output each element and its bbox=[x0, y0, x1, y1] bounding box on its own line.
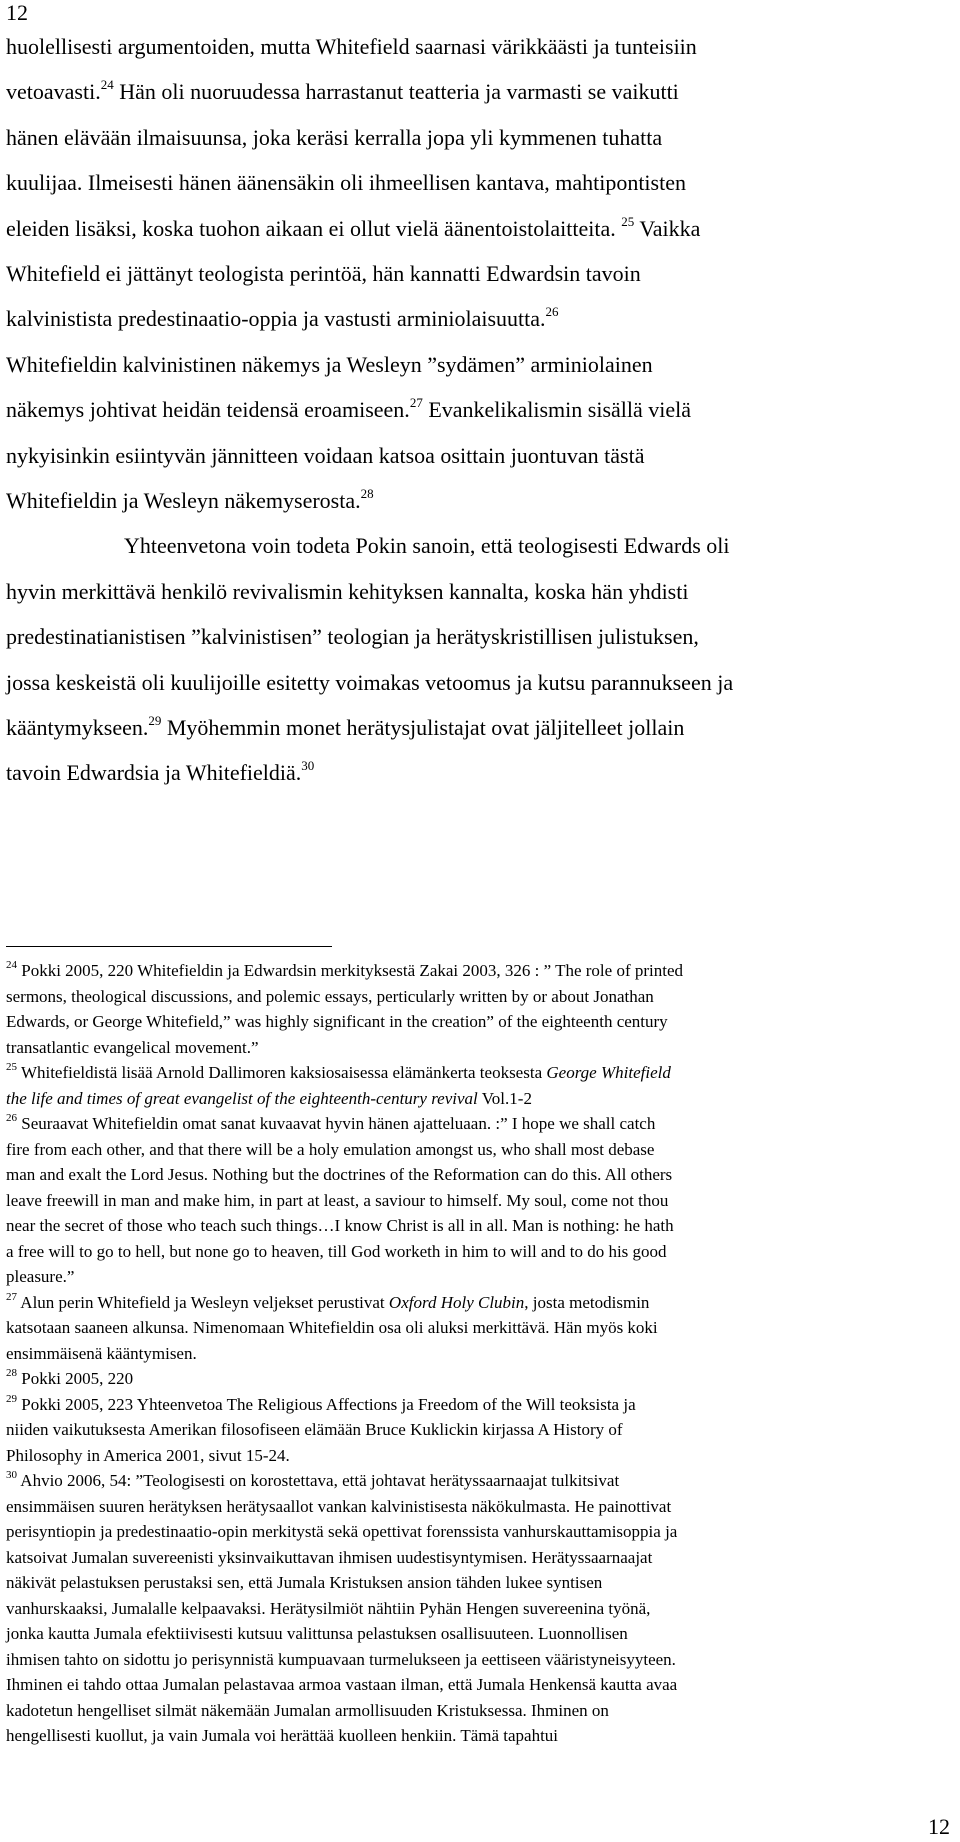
text-run: kuulijaa. Ilmeisesti hänen äänensäkin oli ihmeellisen kantava, mahtipontisten bbox=[6, 170, 686, 196]
text-run: katsotaan saaneen alkunsa. Nimenomaan Whitefieldin osa oli aluksi merkittävä. Hän myös koki bbox=[6, 1318, 658, 1337]
body-line bbox=[6, 760, 314, 786]
body-line bbox=[6, 79, 679, 105]
text-run: Whitefieldin kalvinistinen näkemys ja Wesleyn ”sydämen” arminiolainen bbox=[6, 351, 653, 377]
text-run: vanhurskaaksi, Jumalalle kelpaavaksi. Herätysilmiöt nähtiin Pyhän Hengen suvereenina työnä, bbox=[6, 1598, 651, 1618]
text-run: Pokki 2005, 223 Yhteenvetoa The Religious Affections ja Freedom of the Will teoksista ja bbox=[17, 1394, 636, 1414]
footnote-line bbox=[6, 1599, 650, 1619]
text-run: nykyisinkin esiintyvän jännitteen voidaan katsoa osittain juontuvan tästä bbox=[6, 442, 645, 468]
footnote-line bbox=[6, 1012, 668, 1032]
footnote-line bbox=[6, 1140, 654, 1160]
text-run: Philosophy in America 2001, sivut 15-24. bbox=[6, 1445, 290, 1465]
text-run: sermons, theological discussions, and polemic essays, perticularly written by or about Jonathan bbox=[6, 986, 654, 1006]
text-run: , josta metodismin bbox=[524, 1292, 650, 1312]
text-run: transatlantic evangelical movement.” bbox=[6, 1037, 259, 1057]
text-run: hyvin merkittävä henkilö revivalismin kehityksen kannalta, koska hän yhdisti bbox=[6, 578, 689, 604]
body-line bbox=[6, 352, 653, 378]
text-run: eleiden lisäksi, koska tuohon aikaan ei ollut vielä äänentoistolaitteita. bbox=[6, 215, 622, 241]
body-line bbox=[6, 715, 684, 741]
text-run: Oxford Holy Clubin bbox=[388, 1292, 525, 1312]
footnote-line bbox=[6, 1063, 671, 1083]
text-run: vetoavasti. bbox=[6, 79, 101, 105]
text-run: hengellisesti kuollut, ja vain Jumala voi herättää kuolleen henkiin. Tämä tapahtui bbox=[6, 1726, 559, 1745]
text-run: Whitefield ei jättänyt teologista perintöä, hän kannatti Edwardsin tavoin bbox=[6, 261, 641, 286]
footnote-line bbox=[6, 1420, 623, 1440]
body-line bbox=[6, 261, 641, 287]
footnote-line bbox=[6, 1471, 619, 1491]
footnote-line bbox=[6, 1650, 676, 1670]
footnote-line bbox=[6, 1497, 671, 1517]
page-number-top: 12 bbox=[6, 0, 28, 25]
text-run: Ihminen ei tahdo ottaa Jumalan pelastavaa armoa vastaan ilman, että Jumala Henkensä kautta avaa bbox=[6, 1675, 678, 1694]
footnote-line bbox=[6, 1165, 672, 1185]
footnote-number: 27 bbox=[6, 1290, 17, 1303]
footnote-line bbox=[6, 1114, 655, 1134]
text-run: hänen elävään ilmaisuunsa, joka keräsi kerralla jopa yli kymmenen tuhatta bbox=[6, 124, 663, 150]
footnote-line bbox=[6, 1726, 558, 1746]
text-run: näkivät pelastuksen perustaksi sen, että Jumala Kristuksen ansion tähden lukee syntisen bbox=[6, 1573, 603, 1592]
text-run: Vaikka bbox=[634, 215, 701, 241]
footnote-number: 28 bbox=[6, 1367, 17, 1379]
body-line bbox=[6, 125, 662, 151]
text-run: man and exalt the Lord Jesus. Nothing but the doctrines of the Reformation can do this. All others bbox=[6, 1165, 673, 1184]
text-run: näkemys johtivat heidän teidensä eroamiseen. bbox=[6, 397, 410, 423]
text-run: Pokki 2005, 220 bbox=[17, 1369, 134, 1388]
body-line bbox=[6, 624, 699, 650]
body-line bbox=[6, 213, 701, 242]
footnote-ref: 25 bbox=[621, 213, 635, 229]
footnote-line bbox=[6, 1624, 628, 1644]
body-line bbox=[6, 306, 559, 332]
footnote-separator bbox=[6, 946, 332, 947]
page-number-bottom: 12 bbox=[928, 1814, 950, 1839]
text-run: Edwards, or George Whitefield,” was highly significant in the creation” of the eighteenth century bbox=[6, 1012, 668, 1031]
text-run: Pokki 2005, 220 Whitefieldin ja Edwardsin merkityksestä Zakai 2003, 326 : ” The role of printed bbox=[17, 961, 684, 980]
body-line bbox=[6, 170, 686, 196]
text-run: Ahvio 2006, 54: ”Teologisesti on korostettava, että johtavat herätyssaarnaajat tulkitsivat bbox=[17, 1471, 620, 1490]
footnote-line bbox=[6, 961, 683, 981]
footnote-line bbox=[6, 1675, 677, 1695]
body-line bbox=[6, 34, 697, 60]
text-run: Yhteenvetona voin todeta Pokin sanoin, että teologisesti Edwards oli bbox=[124, 533, 730, 559]
footnote-ref: 27 bbox=[409, 395, 423, 411]
text-run: pleasure.” bbox=[6, 1267, 75, 1286]
footnote-number: 29 bbox=[6, 1392, 17, 1405]
text-run: ensimmäisenä kääntymisen. bbox=[6, 1343, 197, 1363]
footnote-ref: 24 bbox=[100, 77, 114, 93]
text-run: predestinatianistisen ”kalvinistisen” teologian ja herätyskristillisen julistuksen, bbox=[6, 624, 699, 650]
footnote-number: 24 bbox=[6, 959, 17, 971]
footnote-line bbox=[6, 1548, 652, 1568]
text-run: jossa keskeistä oli kuulijoille esitetty voimakas vetoomus ja kutsu parannukseen ja bbox=[6, 669, 734, 695]
footnote-line bbox=[6, 1446, 290, 1466]
text-run: katsoivat Jumalan suvereenisti yksinvaikuttavan ihmisen uudestisyntymisen. Herätyssaarnaajat bbox=[6, 1547, 653, 1567]
footnote-line bbox=[6, 1267, 74, 1287]
text-run: tavoin Edwardsia ja Whitefieldiä. bbox=[6, 760, 302, 786]
footnote-ref: 29 bbox=[148, 713, 162, 728]
footnote-number: 30 bbox=[6, 1469, 17, 1481]
footnote-ref: 28 bbox=[360, 486, 374, 501]
text-run: Hän oli nuoruudessa harrastanut teatteria ja varmasti se vaikutti bbox=[113, 79, 679, 105]
text-run: Vol.1-2 bbox=[477, 1088, 532, 1108]
footnote-line bbox=[6, 1392, 636, 1415]
text-run: Evankelikalismin sisällä vielä bbox=[422, 397, 692, 423]
text-run: perisyntiopin ja predestinaatio-opin merkitystä sekä opettivat forenssista vanhurskauttamisoppia ja bbox=[6, 1522, 678, 1541]
text-run: niiden vaikutuksesta Amerikan filosofiseen elämään Bruce Kuklickin kirjassa A History of bbox=[6, 1420, 623, 1439]
footnote-line bbox=[6, 1573, 602, 1593]
text-run: kadotetun hengelliset silmät näkemään Jumalan armollisuuden Kristuksessa. Ihminen on bbox=[6, 1700, 609, 1720]
footnote-line bbox=[6, 1191, 668, 1211]
footnote-line bbox=[6, 1038, 259, 1058]
text-run: fire from each other, and that there will be a holy emulation amongst us, who shall most debase bbox=[6, 1139, 655, 1159]
text-run: Seuraavat Whitefieldin omat sanat kuvaavat hyvin hänen ajatteluaan. :” I hope we shall catch bbox=[17, 1114, 656, 1133]
body-line bbox=[6, 670, 733, 696]
footnote-line bbox=[6, 1344, 197, 1364]
footnote-line bbox=[6, 1701, 609, 1721]
footnote-ref: 30 bbox=[301, 758, 315, 774]
text-run: George Whitefield bbox=[546, 1063, 671, 1082]
text-run: Whitefieldin ja Wesleyn näkemyserosta. bbox=[6, 488, 361, 513]
text-run: Myöhemmin monet herätysjulistajat ovat jäljitelleet jollain bbox=[161, 715, 685, 740]
footnote-line bbox=[6, 1242, 667, 1262]
body-line bbox=[6, 443, 645, 469]
footnote-line bbox=[6, 1522, 677, 1542]
text-run: leave freewill in man and make him, in part at least, a saviour to himself. My soul, come not thou bbox=[6, 1190, 669, 1210]
footnote-line bbox=[6, 1290, 650, 1313]
text-run: Alun perin Whitefield ja Wesleyn veljekset perustivat bbox=[17, 1292, 389, 1312]
footnote-line bbox=[6, 1216, 674, 1236]
footnote-line bbox=[6, 987, 654, 1007]
footnote-line bbox=[6, 1369, 133, 1389]
body-line bbox=[6, 579, 688, 605]
text-run: jonka kautta Jumala efektiivisesti kutsuu valittunsa pelastuksen osallisuuteen. Luonnollisen bbox=[6, 1624, 628, 1643]
text-run: a free will to go to hell, but none go to heaven, till God worketh in him to will and to do his good bbox=[6, 1241, 667, 1261]
text-run: ihmisen tahto on sidottu jo perisynnistä kumpuavaan turmelukseen ja eettiseen vääristyneisyyteen. bbox=[6, 1649, 676, 1669]
body-line bbox=[6, 397, 691, 423]
footnote-number: 26 bbox=[6, 1112, 17, 1124]
text-run: kalvinistista predestinaatio-oppia ja vastusti arminiolaisuutta. bbox=[6, 306, 546, 332]
body-line bbox=[124, 533, 730, 559]
text-run: the life and times of great evangelist of the eighteenth-century revival bbox=[6, 1088, 478, 1108]
text-run: near the secret of those who teach such things…I know Christ is all in all. Man is nothing: he hath bbox=[6, 1216, 674, 1235]
footnote-line bbox=[6, 1089, 532, 1109]
text-run: ensimmäisen suuren herätyksen herätysaallot vankan kalvinistisesta näkökulmasta. He painottivat bbox=[6, 1496, 672, 1516]
text-run: Whitefieldistä lisää Arnold Dallimoren kaksiosaisessa elämänkerta teoksesta bbox=[17, 1063, 547, 1082]
footnote-line bbox=[6, 1318, 658, 1338]
text-run: kääntymykseen. bbox=[6, 715, 149, 740]
footnote-number: 25 bbox=[6, 1061, 17, 1073]
text-run: huolellisesti argumentoiden, mutta Whitefield saarnasi värikkäästi ja tunteisiin bbox=[6, 34, 697, 59]
body-line bbox=[6, 488, 374, 514]
footnote-ref: 26 bbox=[545, 304, 559, 320]
